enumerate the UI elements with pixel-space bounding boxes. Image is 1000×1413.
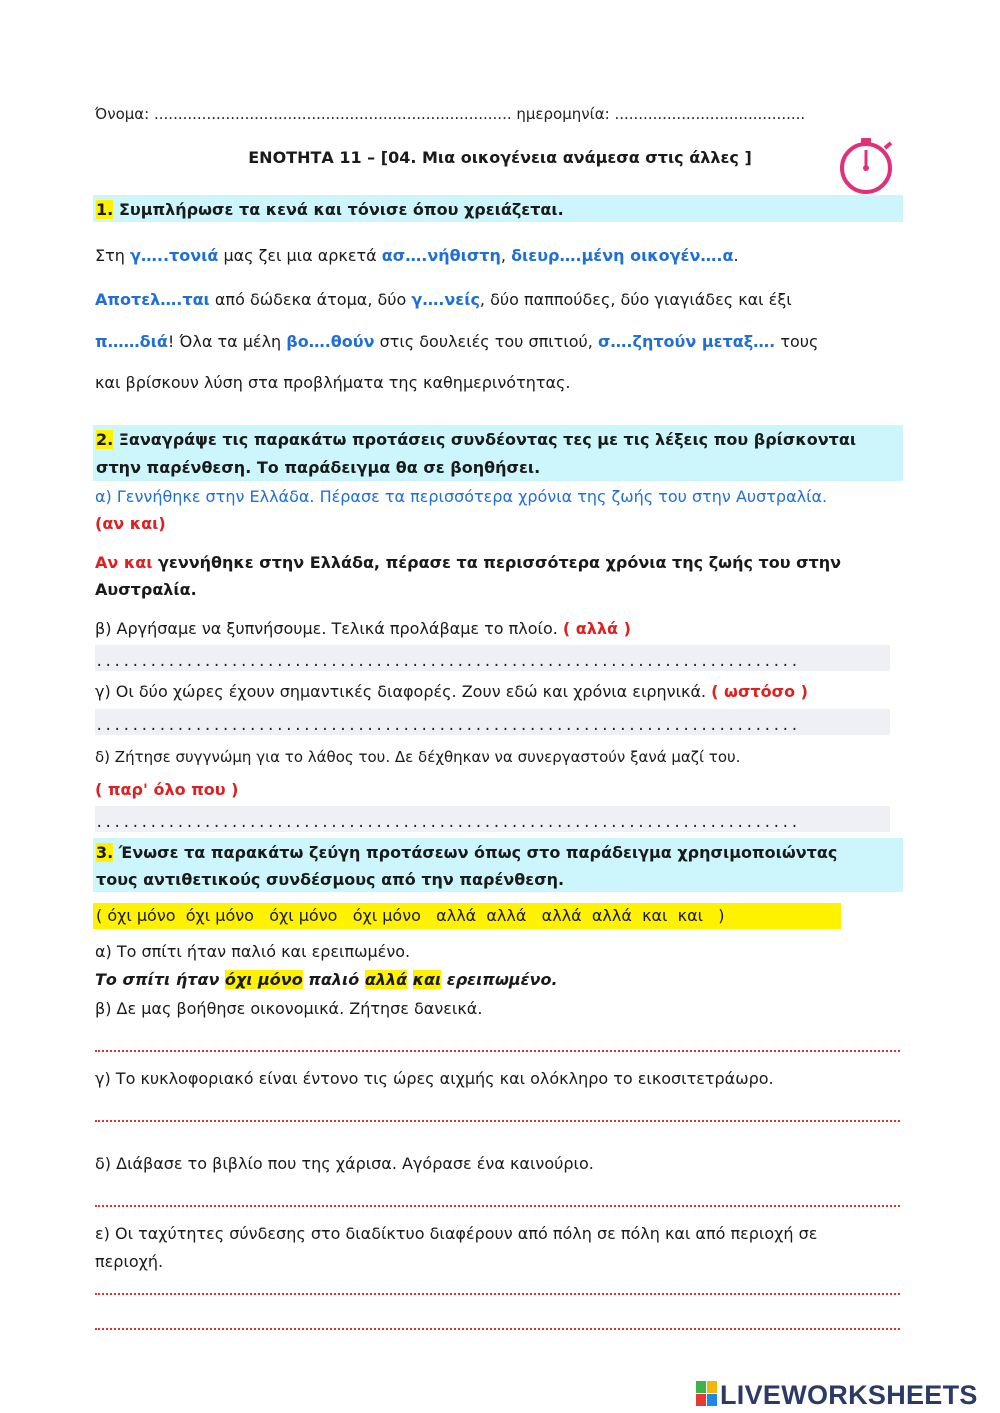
fill-blank[interactable]: γ…..τονιά (129, 246, 219, 265)
ex3-b-text: β) Δε μας βοήθησε οικονομικά. Ζήτησε δανεικά. (95, 999, 483, 1018)
liveworksheets-logo-icon (696, 1381, 718, 1407)
exercise-2-instruction-line-1 (96, 430, 856, 449)
text: τους (775, 332, 819, 351)
text: γεννήθηκε στην Ελλάδα, πέρασε τα περισσότερα χρόνια της ζωής του στην (152, 553, 842, 572)
text: , (500, 246, 512, 265)
ex2-b-answer-field[interactable]: .............................................................................. (95, 645, 890, 671)
fill-blank[interactable]: διευρ….μένη οικογέν….α (511, 246, 734, 265)
text: Στη (95, 246, 130, 265)
highlighted-conjunction: και (412, 970, 442, 989)
word-bank (93, 903, 841, 929)
ex1-line-2 (95, 290, 792, 309)
text: ! Όλα τα μέλη (167, 332, 287, 351)
ex2-d-answer-field[interactable]: .............................................................................. (95, 806, 890, 832)
exercise-1-number: 1. (96, 200, 114, 219)
liveworksheets-brand: LIVEWORKSHEETS (720, 1380, 978, 1410)
stopwatch-icon (830, 135, 910, 195)
fill-blank[interactable]: Αποτελ….ται (95, 290, 210, 309)
fill-blank[interactable]: π……διά (95, 332, 168, 351)
ex1-line-3 (95, 332, 818, 351)
conjunction: ( αλλά ) (562, 619, 631, 638)
text: . (733, 246, 739, 265)
text: στις δουλειές του σπιτιού, (374, 332, 598, 351)
ex2-answer-line-2: Αυστραλία. (95, 580, 197, 599)
text: μας ζει μια αρκετά (218, 246, 382, 265)
ex3-a-text: α) Το σπίτι ήταν παλιό και ερειπωμένο. (95, 942, 411, 961)
ex3-b-answer-line[interactable] (95, 1050, 900, 1052)
ex2-a-text: α) Γεννήθηκε στην Ελλάδα. Πέρασε τα περισσότερα χρόνια της ζωής του στην Αυστραλία. (95, 487, 828, 506)
text: Ένωσε τα παρακάτω ζεύγη προτάσεων όπως στο παράδειγμα χρησιμοποιώντας (118, 843, 838, 862)
ex3-c-text: γ) Το κυκλοφοριακό είναι έντονο τις ώρες αιχμής και ολόκληρο το εικοσιτετράωρο. (95, 1069, 774, 1088)
ex2-d-text: δ) Ζήτησε συγγνώμη για το λάθος του. Δε δέχθηκαν να συνεργαστούν ξανά μαζί του. (95, 748, 741, 766)
text: Το σπίτι ήταν (95, 970, 225, 989)
ex1-line-4: και βρίσκουν λύση στα προβλήματα της καθημερινότητας. (95, 373, 571, 392)
ex3-e-text-line-1: ε) Οι ταχύτητες σύνδεσης στο διαδίκτυο διαφέρουν από πόλη σε πόλη και από περιοχή σε (95, 1224, 818, 1243)
text: Ξαναγράψε τις παρακάτω προτάσεις συνδέοντας τες με τις λέξεις που βρίσκονται (118, 430, 857, 449)
name-date-line: Όνομα: ........................................................................... ημερομηνία: ........................................ (95, 105, 806, 123)
exercise-1-instruction: Συμπλήρωσε τα κενά και τόνισε όπου χρειάζεται. (119, 200, 564, 219)
text: παλιό (302, 970, 365, 989)
exercise-1-header (93, 195, 903, 222)
text (407, 970, 413, 989)
fill-blank[interactable]: βο….θούν (286, 332, 375, 351)
ex3-d-text: δ) Διάβασε το βιβλίο που της χάρισα. Αγόρασε ένα καινούριο. (95, 1154, 594, 1173)
text: γ) Οι δύο χώρες έχουν σημαντικές διαφορές. Ζουν εδώ και χρόνια ειρηνικά. (95, 682, 712, 701)
page-title: ΕΝΟΤΗΤΑ 11 – [04. Μια οικογένεια ανάμεσα στις άλλες ] (248, 148, 752, 167)
ex3-example (95, 970, 558, 989)
ex2-b (95, 619, 631, 638)
ex3-e-answer-line-1[interactable] (95, 1293, 900, 1295)
ex3-d-answer-line[interactable] (95, 1205, 900, 1207)
ex3-c-answer-line[interactable] (95, 1120, 900, 1122)
exercise-3-instruction-line-2: τους αντιθετικούς συνδέσμους από την παρένθεση. (96, 870, 565, 889)
exercise-2-header (93, 425, 903, 481)
text: , δύο παππούδες, δύο γιαγιάδες και έξι (479, 290, 792, 309)
ex3-e-answer-line-2[interactable] (95, 1328, 900, 1330)
ex2-d-conjunction: ( παρ' όλο που ) (95, 780, 239, 799)
ex2-c (95, 682, 808, 701)
word-bank-text: ( όχι μόνο όχι μόνο όχι μόνο όχι μόνο αλλά αλλά αλλά αλλά και και ) (96, 906, 725, 925)
exercise-3-number: 3. (96, 843, 114, 862)
exercise-2-number: 2. (96, 430, 114, 449)
exercise-3-instruction-line-1 (96, 843, 837, 862)
text: ερειπωμένο. (441, 970, 558, 989)
conjunction: Αν και (95, 553, 153, 572)
ex2-c-answer-field[interactable]: .............................................................................. (95, 709, 890, 735)
ex2-answer-line-1 (95, 553, 841, 572)
fill-blank[interactable]: σ….ζητούν μεταξ…. (597, 332, 776, 351)
text: από δώδεκα άτομα, δύο (209, 290, 412, 309)
ex1-line-1 (95, 246, 739, 265)
text: β) Αργήσαμε να ξυπνήσουμε. Τελικά προλάβαμε το πλοίο. (95, 619, 563, 638)
highlighted-conjunction: αλλά (364, 970, 408, 989)
fill-blank[interactable]: γ….νείς (411, 290, 480, 309)
fill-blank[interactable]: ασ….νήθιστη (381, 246, 501, 265)
ex2-a-conjunction: (αν και) (95, 514, 166, 533)
highlighted-conjunction: όχι μόνο (224, 970, 303, 989)
exercise-2-instruction-line-2: στην παρένθεση. Το παράδειγμα θα σε βοηθήσει. (96, 458, 541, 477)
exercise-3-header (93, 838, 903, 892)
conjunction: ( ωστόσο ) (711, 682, 808, 701)
ex3-e-text-line-2: περιοχή. (95, 1252, 164, 1271)
